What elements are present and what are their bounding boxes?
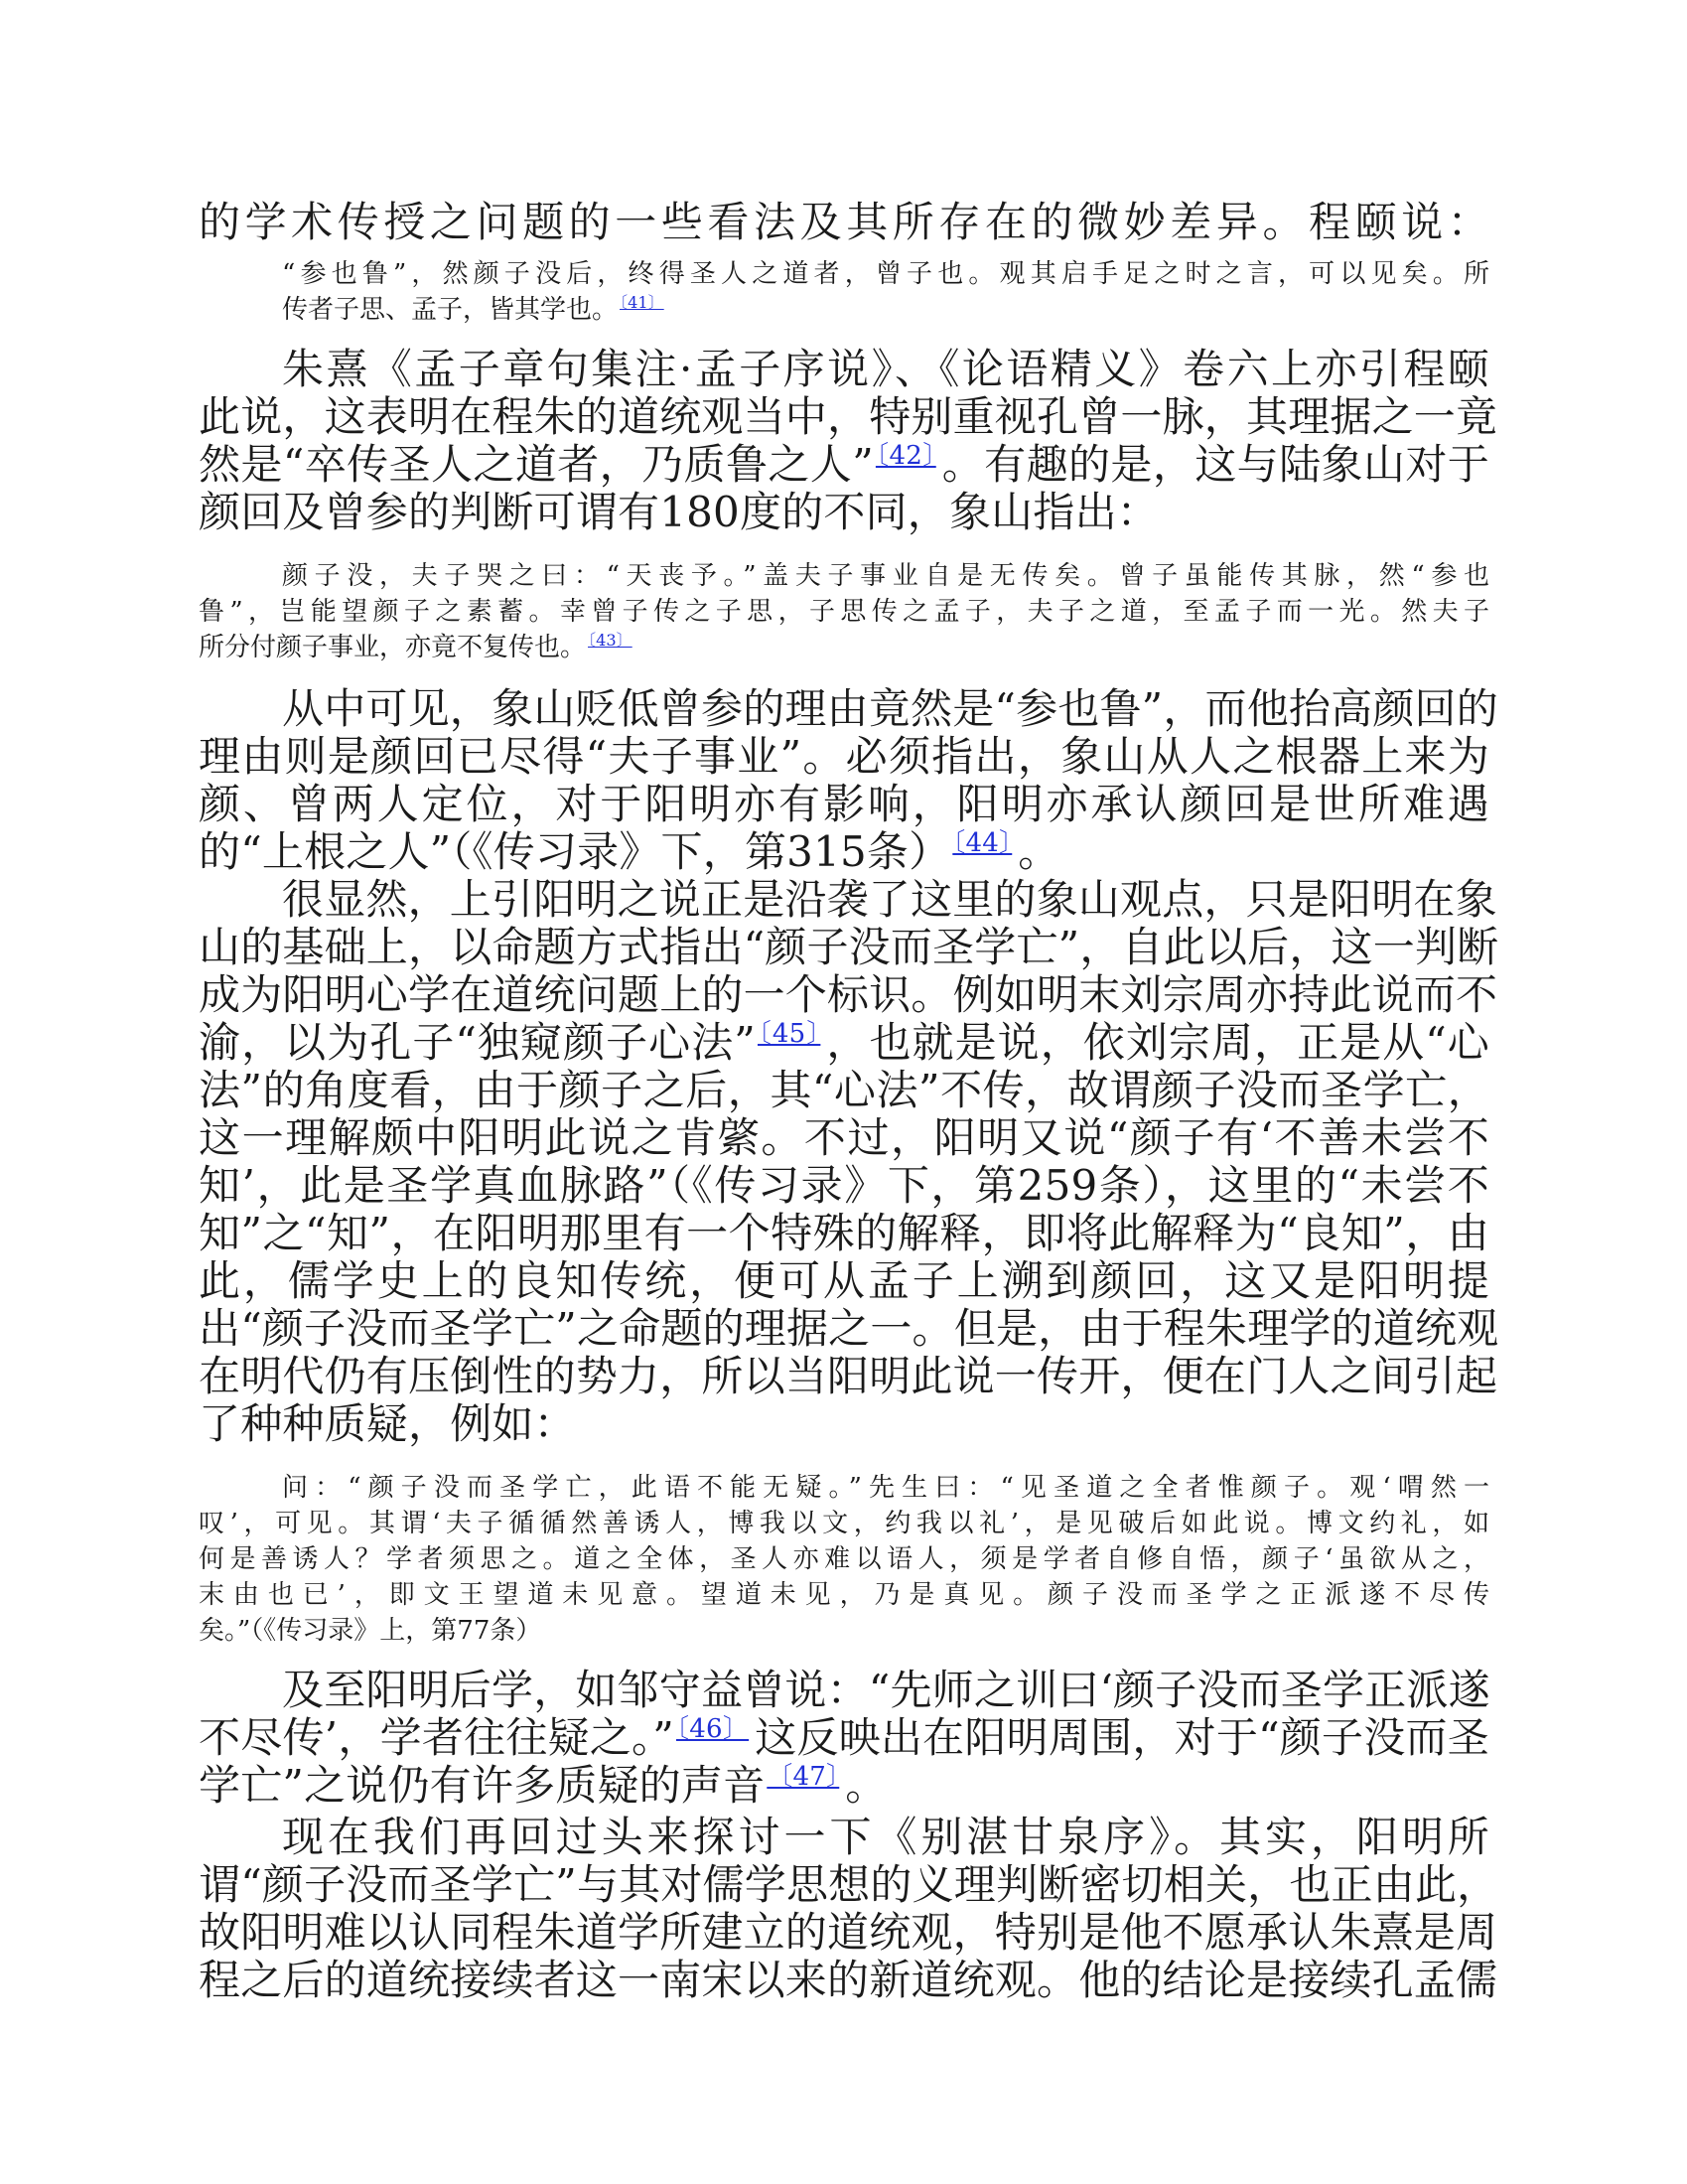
footnote-link[interactable]: 〔43〕 <box>588 631 633 651</box>
footnote-link[interactable]: 〔42〕 <box>875 441 936 471</box>
body-text-line: 知’，此是圣学真血脉路”（《传习录》下，第259条），这里的“未尝不 <box>199 1161 1489 1210</box>
body-text-line: 成为阳明心学在道统问题上的一个标识。例如明末刘宗周亦持此说而不 <box>199 970 1498 1019</box>
body-text-line: 现在我们再回过头来探讨一下《别湛甘泉序》。其实，阳明所 <box>282 1813 1489 1861</box>
quote-text-line: 矣。”（《传习录》上，第77条） <box>199 1616 542 1646</box>
quote-text-line: 叹’，可见。其谓‘夫子循循然善诱人，博我以文，约我以礼’，是见破后如此说。博文约礼，如 <box>199 1509 1489 1538</box>
body-text-line <box>199 441 1489 489</box>
body-text-line: 程之后的道统接续者这一南宋以来的新道统观。他的结论是接续孔孟儒 <box>199 1956 1498 2004</box>
body-text-line: 朱熹《孟子章句集注·孟子序说》、《论语精义》卷六上亦引程颐 <box>282 345 1489 393</box>
body-text: 渝，以为孔子“独窥颜子心法” <box>199 1018 756 1067</box>
quote-text-line: 颜子没，夫子哭之曰：“天丧予。”盖夫子事业自是无传矣。曾子虽能传其脉，然“参也 <box>282 561 1489 591</box>
body-text: ，也就是说，依刘宗周，正是从“心 <box>826 1018 1489 1067</box>
body-text-line: 理由则是颜回已尽得“夫子事业”。必须指出，象山从人之根器上来为 <box>199 732 1489 781</box>
body-text-line: 法”的角度看，由于颜子之后，其“心法”不传，故谓颜子没而圣学亡， <box>199 1066 1489 1114</box>
body-text-line: 了种种质疑，例如： <box>199 1399 576 1448</box>
body-text-line: 这一理解颇中阳明此说之肯綮。不过，阳明又说“颜子有‘不善未尝不 <box>199 1113 1489 1162</box>
quote-text-line <box>199 630 1489 665</box>
body-text-line: 知”之“知”，在阳明那里有一个特殊的解释，即将此解释为“良知”，由 <box>199 1209 1489 1257</box>
quote-text: 传者子思、孟子，皆其学也。 <box>282 295 619 325</box>
body-text-line: 此，儒学史上的良知传统，便可从孟子上溯到颜回，这又是阳明提 <box>199 1256 1489 1305</box>
body-text-line: 在明代仍有压倒性的势力，所以当阳明此说一传开，便在门人之间引起 <box>199 1352 1498 1400</box>
body-text-line: 谓“颜子没而圣学亡”与其对儒学思想的义理判断密切相关，也正由此， <box>199 1860 1499 1909</box>
body-text: 然是“卒传圣人之道者，乃质鲁之人” <box>199 440 874 489</box>
quote-text-line: “参也鲁”，然颜子没后，终得圣人之道者，曾子也。观其启手足之时之言，可以见矣。所 <box>282 259 1489 289</box>
body-text: 的“上根之人”（《传习录》下，第315条） <box>199 827 951 876</box>
body-text-line: 故阳明难以认同程朱道学所建立的道统观，特别是他不愿承认朱熹是周 <box>199 1908 1498 1957</box>
body-text: 不尽传’，学者往往疑之。” <box>199 1713 674 1762</box>
body-text-line: 山的基础上，以命题方式指出“颜子没而圣学亡”，自此以后，这一判断 <box>199 923 1499 971</box>
footnote-link[interactable]: 〔45〕 <box>757 1019 821 1049</box>
body-text-line: 及至阳明后学，如邹守益曾说：“先师之训曰‘颜子没而圣学正派遂 <box>282 1666 1490 1714</box>
body-text: 。有趣的是，这与陆象山对于 <box>941 440 1489 489</box>
quote-text: 所分付颜子事业，亦竟不复传也。 <box>199 633 587 662</box>
body-text-line <box>199 1019 1489 1067</box>
quote-text-line: 鲁”，岂能望颜子之素蓄。幸曾子传之子思，子思传之孟子，夫子之道，至孟子而一光。然夫子 <box>199 597 1489 627</box>
body-text-line: 从中可见，象山贬低曾参的理由竟然是“参也鲁”，而他抬高颜回的 <box>282 684 1498 733</box>
quote-text-line: 问：“颜子没而圣学亡，此语不能无疑。”先生曰：“见圣道之全者惟颜子。观‘喟然一 <box>282 1473 1489 1503</box>
footnote-link[interactable]: 〔41〕 <box>620 293 664 313</box>
body-text-line <box>199 828 1489 876</box>
footnote-link[interactable]: 〔47〕 <box>767 1762 840 1792</box>
body-text-line: 颜、曾两人定位，对于阳明亦有影响，阳明亦承认颜回是世所难遇 <box>199 780 1489 828</box>
body-text: 学亡”之说仍有许多质疑的声音 <box>199 1761 766 1810</box>
body-text-line: 的学术传授之问题的一些看法及其所存在的微妙差异。程颐说： <box>199 198 1489 246</box>
footnote-link[interactable]: 〔44〕 <box>952 828 1013 858</box>
quote-text-line: 何是善诱人？学者须思之。道之全体，圣人亦难以语人，须是学者自修自悟，颜子‘虽欲从之， <box>199 1544 1489 1574</box>
body-text-line: 颜回及曾参的判断可谓有180度的不同，象山指出： <box>199 488 1159 536</box>
body-text: 。 <box>845 1761 888 1810</box>
body-text-line <box>199 1714 1489 1762</box>
quote-text-line <box>199 292 1489 328</box>
body-text: 。 <box>1018 827 1060 876</box>
body-text: 这反映出在阳明周围，对于“颜子没而圣 <box>755 1713 1489 1762</box>
body-text-line: 出“颜子没而圣学亡”之命题的理据之一。但是，由于程朱理学的道统观 <box>199 1304 1499 1353</box>
body-text-line: 很显然，上引阳明之说正是沿袭了这里的象山观点，只是阳明在象 <box>282 875 1497 924</box>
footnote-link[interactable]: 〔46〕 <box>675 1714 750 1744</box>
body-text-line <box>199 1762 1489 1810</box>
body-text-line: 此说，这表明在程朱的道统观当中，特别重视孔曾一脉，其理据之一竟 <box>199 392 1498 441</box>
quote-text-line: 末由也已’，即文王望道未见意。望道未见，乃是真见。颜子没而圣学之正派遂不尽传 <box>199 1580 1489 1610</box>
